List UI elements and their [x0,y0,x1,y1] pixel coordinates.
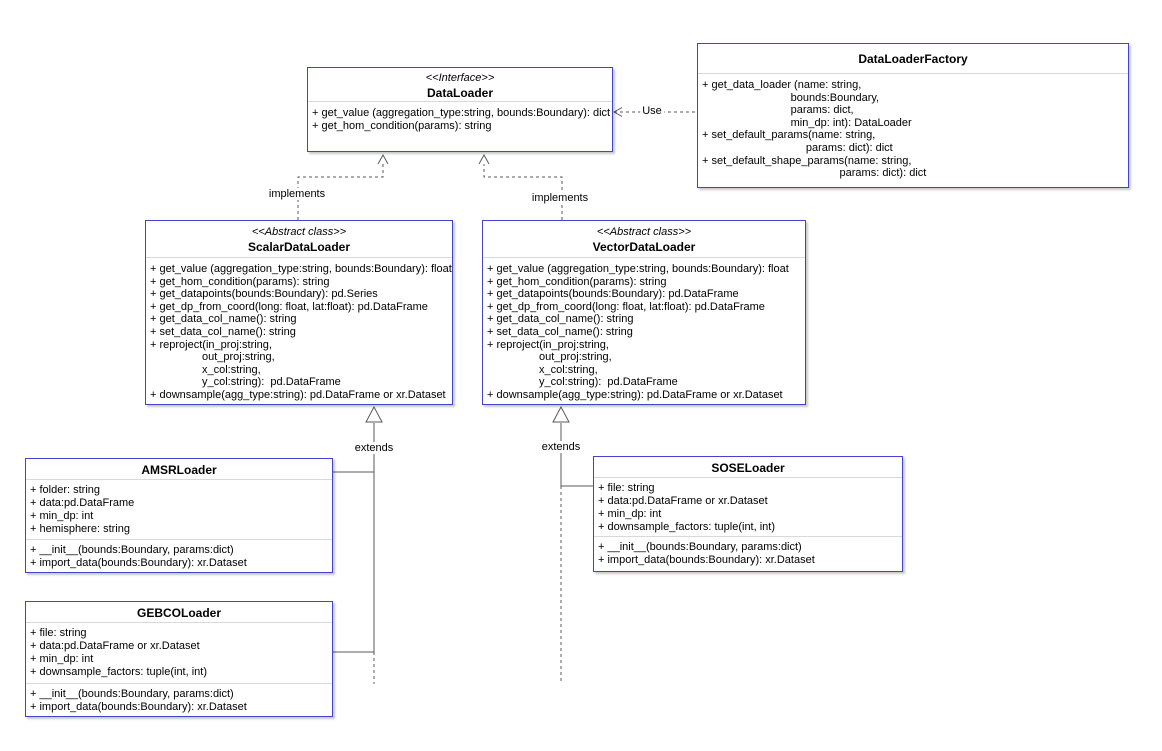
implements-right-label: implements [531,192,589,204]
extends-left-label: extends [354,442,394,454]
member-line: + file: string [598,482,655,494]
member-line: params: dict): dict [702,167,927,180]
member-line: min_dp: int): DataLoader [702,116,912,129]
member-line: + downsample(agg_type:string): pd.DataFrame or xr.Dataset [150,388,446,401]
member-line: + set_data_col_name(): string [487,325,633,338]
member-line: + get_hom_condition(params): string [487,275,667,288]
member-line: + set_data_col_name(): string [150,325,296,338]
member-line: x_col:string, [487,363,598,376]
stereotype-label: <<Interface>> [425,72,495,84]
class-title-scalardataloader [146,221,452,258]
member-line: + __init__(bounds:Boundary, params:dict) [30,544,234,556]
extends-left-hollow-triangle-icon [366,407,382,422]
member-line: + get_value (aggregation_type:string, bounds:Boundary): dict [312,107,611,119]
member-line: + data:pd.DataFrame [30,497,135,509]
member-line: + hemisphere: string [30,523,130,535]
member-line: + downsample_factors: tuple(int, int) [30,666,208,678]
class-name: VectorDataLoader [592,240,696,254]
member-line: + downsample(agg_type:string): pd.DataFrame or xr.Dataset [487,388,783,401]
member-line: + get_datapoints(bounds:Boundary): pd.DataFrame [487,288,739,301]
class-name: SOSELoader [711,461,785,475]
member-line: + data:pd.DataFrame or xr.Dataset [30,640,200,652]
implements-right-open-arrow-icon [479,155,489,164]
class-title-amsrloader [26,459,332,480]
methods-compartment [594,537,902,571]
member-line: + min_dp: int [30,510,94,522]
member-line: + set_default_shape_params(name: string, [702,154,912,167]
class-name: ScalarDataLoader [247,240,351,254]
member-line: + data:pd.DataFrame or xr.Dataset [598,495,768,507]
methods-compartment [26,684,332,716]
member-line: + file: string [30,627,87,639]
methods-compartment [483,258,805,404]
member-line: + get_data_col_name(): string [487,313,634,326]
use-label: Use [642,105,662,117]
class-box-amsrloader [25,458,333,573]
member-line: out_proj:string, [150,351,275,364]
member-line: + import_data(bounds:Boundary): xr.Dataset [30,701,247,713]
member-line: + reproject(in_proj:string, [150,338,272,351]
member-line: + min_dp: int [30,653,94,665]
methods-compartment [308,102,612,151]
member-line: + get_dp_from_coord(long: float, lat:float): pd.DataFrame [150,300,428,313]
extends-right-hollow-triangle-icon [553,407,569,422]
member-line: + get_value (aggregation_type:string, bounds:Boundary): float [487,263,789,275]
member-line: + import_data(bounds:Boundary): xr.Dataset [30,557,247,569]
member-line: + get_dp_from_coord(long: float, lat:float): pd.DataFrame [487,300,765,313]
member-line: + reproject(in_proj:string, [487,338,609,351]
member-line: + get_datapoints(bounds:Boundary): pd.Series [150,288,378,301]
methods-compartment [146,258,452,404]
class-name: AMSRLoader [141,463,217,477]
attributes-compartment [26,480,332,540]
member-line: x_col:string, [150,363,261,376]
member-line: + get_hom_condition(params): string [312,120,492,132]
member-line: out_proj:string, [487,351,612,364]
class-box-soseloader [593,456,903,572]
member-line: + __init__(bounds:Boundary, params:dict) [598,541,802,553]
stereotype-label: <<Abstract class>> [596,226,692,238]
member-line: + get_hom_condition(params): string [150,275,330,288]
member-line: + set_default_params(name: string, [702,129,876,142]
member-line: + get_data_loader (name: string, [702,79,862,91]
extends-right-label: extends [541,441,581,453]
member-line: params: dict, [702,104,854,117]
class-box-gebcoloader [25,601,333,717]
class-title-dataloaderfactory [698,44,1128,74]
class-name: GEBCOLoader [136,606,221,620]
member-line: y_col:string): pd.DataFrame [487,376,678,389]
class-title-dataloader [308,68,612,102]
class-name: DataLoaderFactory [858,52,968,66]
member-line: bounds:Boundary, [702,91,880,104]
class-box-dataloader [307,67,613,152]
methods-compartment [698,74,1128,187]
class-title-vectordataloader [483,221,805,258]
class-title-soseloader [594,457,902,478]
implements-left-label: implements [268,188,326,200]
member-line: y_col:string): pd.DataFrame [150,376,341,389]
member-line: + get_value (aggregation_type:string, bounds:Boundary): float [150,263,452,275]
attributes-compartment [594,478,902,537]
attributes-compartment [26,623,332,684]
class-box-dataloaderfactory [697,43,1129,188]
member-line: + import_data(bounds:Boundary): xr.Dataset [598,554,815,566]
class-box-vectordataloader [482,220,806,405]
member-line: + get_data_col_name(): string [150,313,297,326]
member-line: params: dict): dict [702,141,893,154]
stereotype-label: <<Abstract class>> [251,226,347,238]
member-line: + folder: string [30,484,101,496]
implements-left-open-arrow-icon [378,155,388,164]
class-title-gebcoloader [26,602,332,623]
methods-compartment [26,540,332,572]
class-name: DataLoader [426,86,494,100]
member-line: + min_dp: int [598,508,662,520]
member-line: + downsample_factors: tuple(int, int) [598,521,776,533]
class-box-scalardataloader [145,220,453,405]
member-line: + __init__(bounds:Boundary, params:dict) [30,688,234,700]
